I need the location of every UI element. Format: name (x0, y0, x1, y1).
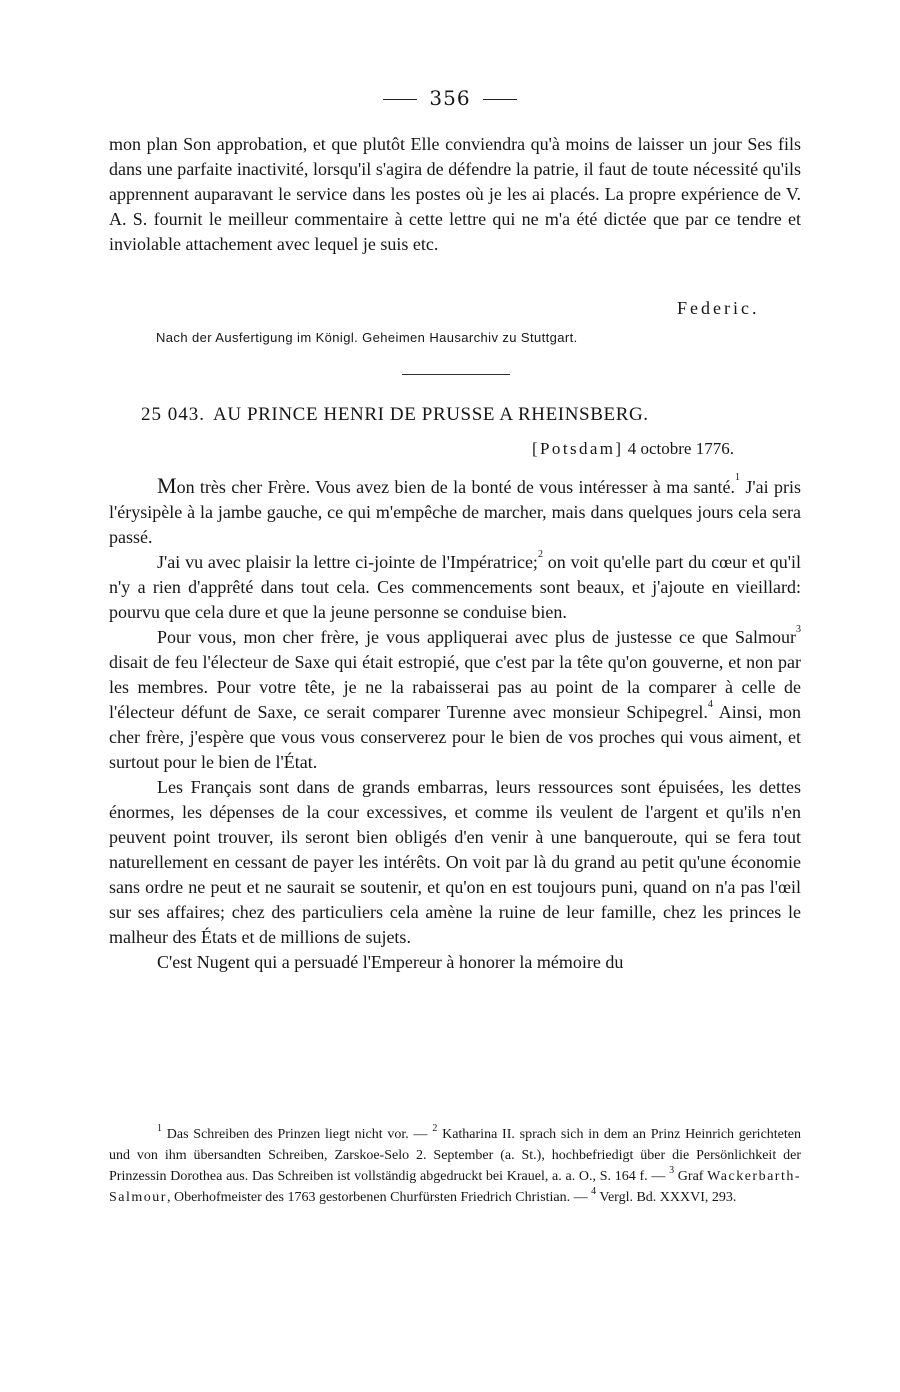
footnote-1-marker: 1 (157, 1123, 162, 1134)
footnote-2-marker: 2 (432, 1123, 438, 1134)
letter-place: [Potsdam] (532, 439, 624, 458)
footnote-1-text: Das Schreiben des Prinzen liegt nicht vor. — (162, 1127, 433, 1142)
page-number: 356 (429, 86, 471, 110)
paragraph-2 (109, 550, 801, 625)
paragraph-3-text-a: Pour vous, mon cher frère, je vous appliquerai avec plus de justesse ce que Salmour (157, 627, 796, 647)
paragraph-1-text-b: J'ai pris l'érysipèle à la jambe gauche, ce qui m'empêche de marcher, mais dans quelques jours cela sera passé. (109, 477, 801, 547)
right-dash (483, 99, 517, 100)
paragraph-2-text-b: on voit qu'elle part du cœur et qu'il n'y a rien d'apprêté dans tout cela. Ces commencements sont beaux, et j'ajoute en vieillard: pourvu que cela dure et que la jeune personne se conduise bien. (109, 552, 801, 622)
footnote-2-text: Katharina II. sprach sich in dem an Prinz Heinrich gerichteten und von ihm übersandten Schreiben, Zarskoe-Selo 2. September (a. St.), hochbefriedigt über die Persönlichkeit der Prinzessin Dorothea aus. Das Schreiben ist vollständig abgedruckt bei Krauel, a. a. O., S. 164 f. — (109, 1127, 801, 1184)
paragraph-3-text-c: Ainsi, mon cher frère, j'espère que vous vous conserverez pour le bien de vos proches qui vous aiment, et surtout pour le bien de l'État. (109, 702, 801, 772)
source-note: Nach der Ausfertigung im Königl. Geheimen Hausarchiv zu Stuttgart. (156, 330, 578, 345)
letter-date: 4 octobre 1776. (627, 439, 734, 458)
paragraph-5: C'est Nugent qui a persuadé l'Empereur à honorer la mémoire du (157, 952, 624, 972)
signature: Federic. (677, 298, 760, 318)
footnote-ref-1: 1 (735, 472, 741, 483)
paragraph-3-text-b: disait de feu l'électeur de Saxe qui était estropié, que c'est par la tête qu'on gouverne, et non par les membres. Pour votre tête, je ne la rabaisserai pas au point de la comparer à celle de l'électeur défunt de Saxe, ce serait comparer Turenne avec monsieur Schipegrel. (109, 652, 801, 722)
footnote-3-text-a: Graf (674, 1169, 708, 1184)
paragraph-3 (109, 625, 801, 775)
footnotes-paragraph (109, 1124, 801, 1208)
continued-letter-text (109, 132, 801, 257)
paragraph-2-text-a: J'ai vu avec plaisir la lettre ci-jointe de l'Impératrice; (157, 552, 538, 572)
letter-number: 25 043. (141, 404, 205, 425)
letter-heading (141, 404, 649, 426)
letter-title: AU PRINCE HENRI DE PRUSSE A RHEINSBERG. (213, 404, 649, 425)
footnote-ref-3: 3 (796, 624, 801, 635)
footnote-4-text: Vergl. Bd. XXXVI, 293. (596, 1190, 737, 1205)
initial-letter: M (157, 473, 177, 498)
separator-rule (402, 374, 510, 375)
letter-dateline (532, 439, 734, 459)
footnote-3-name: Wackerbarth-Salmour (109, 1169, 801, 1205)
paragraph-1 (109, 473, 801, 550)
footnotes (109, 1124, 801, 1208)
footnote-ref-2: 2 (537, 549, 543, 560)
paragraph-1-text-a: on très cher Frère. Vous avez bien de la bonté de vous intéresser à ma santé. (176, 477, 736, 497)
footnote-ref-4: 4 (707, 699, 713, 710)
page-number-line (0, 86, 900, 110)
footnote-4-marker: 4 (591, 1186, 597, 1197)
letter-body (109, 473, 801, 975)
paragraph-4: Les Français sont dans de grands embarras, leurs ressources sont épuisées, les dettes énormes, les dépenses de la cour excessives, et comme ils veulent de l'argent et qu'ils n'en peuvent point trouver, ils seront bien obligés d'en venir à une banqueroute, qui se fera tout naturellement en cessant de payer les intérêts. On voit par là du grand au petit qu'une économie sans ordre ne peut et ne saurait se soutenir, et qu'on en est toujours puni, quand on n'a pas l'œil sur ses affaires; chez des particuliers cela amène la ruine de leur famille, chez les princes le malheur des États et de millions de sujets. (109, 777, 801, 947)
footnote-3-marker: 3 (669, 1165, 675, 1176)
footnote-3-text-b: , Oberhofmeister des 1763 gestorbenen Churfürsten Friedrich Christian. — (166, 1190, 592, 1205)
left-dash (383, 99, 417, 100)
top-paragraph: mon plan Son approbation, et que plutôt Elle conviendra qu'à moins de laisser un jour Ses fils dans une parfaite inactivité, lorsqu'il s'agira de défendre la patrie, il faut de toute nécessité qu'ils apprennent auparavant le service dans les postes où je les ai placés. La propre expérience de V. A. S. fournit le meilleur commentaire à cette lettre qui ne m'a été dictée que par ce tendre et inviolable attachement avec lequel je suis etc. (109, 134, 801, 254)
